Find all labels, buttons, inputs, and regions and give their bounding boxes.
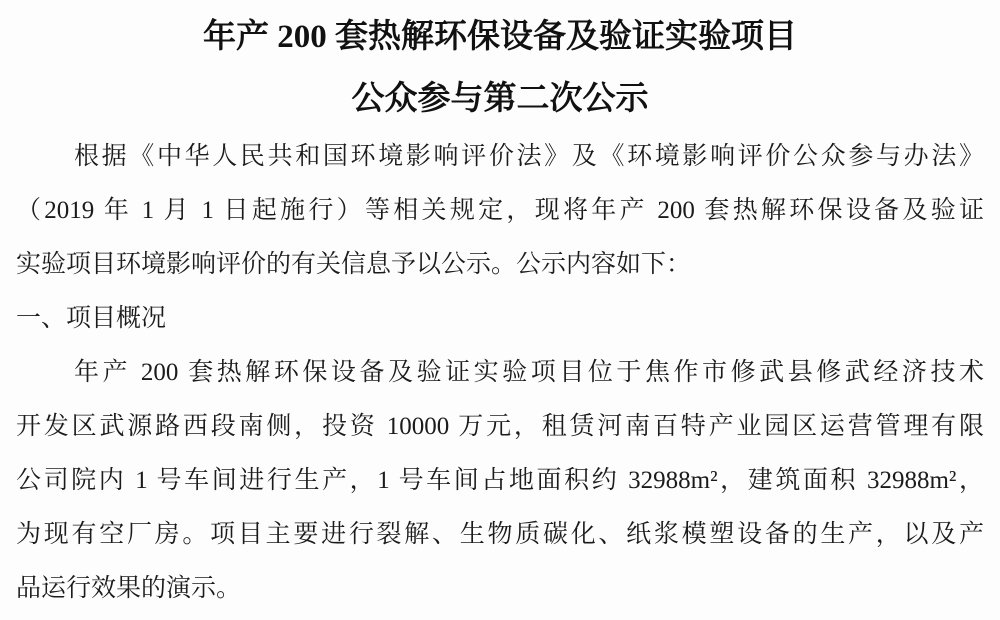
title-line-1: 年产 200 套热解环保设备及验证实验项目 [203,19,797,55]
document-title [16,6,984,130]
paragraph-line: 开发区武源路西段南侧，投资 10000 万元，租赁河南百特产业园区运营管理有限 [16,413,984,440]
overview-paragraph [16,346,984,616]
paragraph-line: 根据《中华人民共和国环境影响评价法》及《环境影响评价公众参与办法》 [74,143,984,170]
title-line-2: 公众参与第二次公示 [351,81,649,117]
intro-paragraph [16,130,984,292]
paragraph-line: 品运行效果的演示。 [16,575,242,602]
paragraph-line: 实验项目环境影响评价的有关信息予以公示。公示内容如下： [16,251,692,278]
paragraph-line: 为现有空厂房。项目主要进行裂解、生物质碳化、纸浆模塑设备的生产，以及产 [16,521,984,548]
section-heading: 一、项目概况 [16,305,167,332]
paragraph-line: （2019 年 1 月 1 日起施行）等相关规定，现将年产 200 套热解环保设备及验证 [16,197,984,224]
paragraph-line: 公司院内 1 号车间进行生产，1 号车间占地面积约 32988m²，建筑面积 32988m²， [16,467,984,494]
paragraph-line: 年产 200 套热解环保设备及验证实验项目位于焦作市修武县修武经济技术 [74,359,984,386]
